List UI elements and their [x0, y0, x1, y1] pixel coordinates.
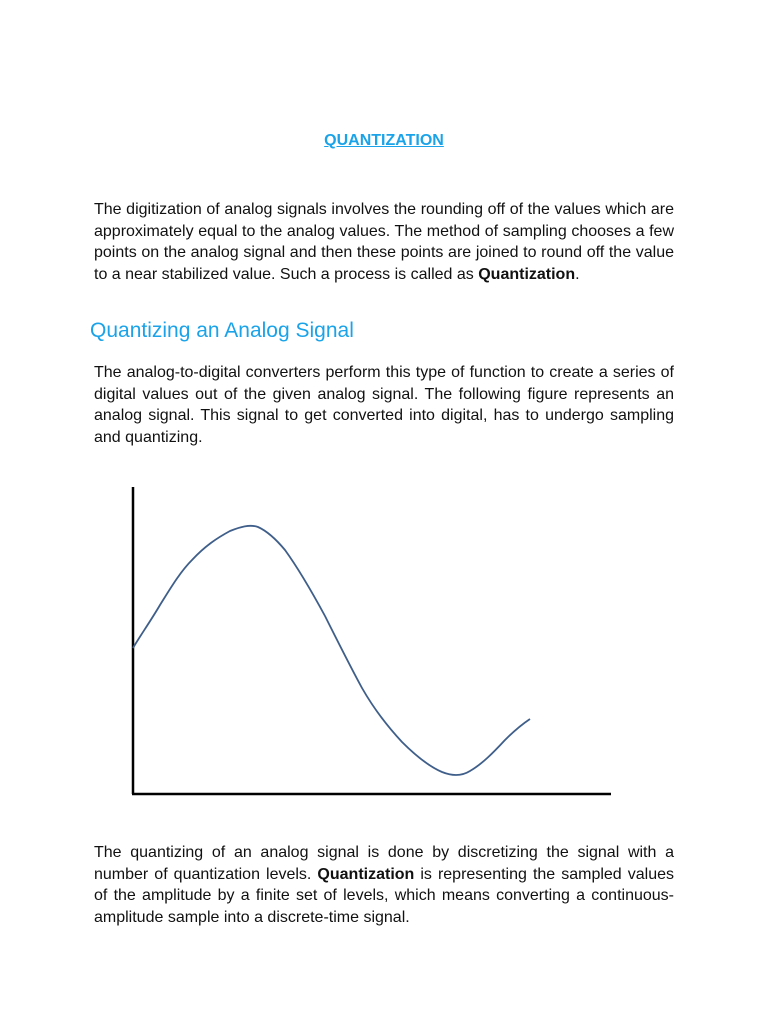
closing-paragraph	[94, 842, 674, 928]
converter-paragraph: The analog-to-digital converters perform this type of function to create a series of digital values out of the given analog signal. The following figure represents an analog signal. This signal to get converted into digital, has to undergo sampling and quantizing.	[94, 364, 674, 446]
analog-signal-curve	[133, 526, 530, 775]
closing-text-before: The quantizing of an analog signal is done by discretizing the signal with a number of quantization levels.	[94, 844, 674, 883]
intro-text: The digitization of analog signals involves the rounding off of the values which are approximately equal to the analog values. The method of sampling chooses a few points on the analog signal and then these points are joined to round off the value to a near stabilized value. Such a process is called as	[94, 201, 674, 283]
intro-end: .	[575, 265, 580, 283]
closing-bold-term: Quantization	[317, 865, 415, 883]
intro-bold-term: Quantization	[478, 265, 576, 283]
closing-text-after: is representing the sampled values of the amplitude by a finite set of levels, which means converting a continuous-amplitude sample into a discrete-time signal.	[94, 865, 675, 926]
section-heading: Quantizing an Analog Signal	[90, 319, 354, 342]
document-title: QUANTIZATION	[324, 132, 444, 149]
